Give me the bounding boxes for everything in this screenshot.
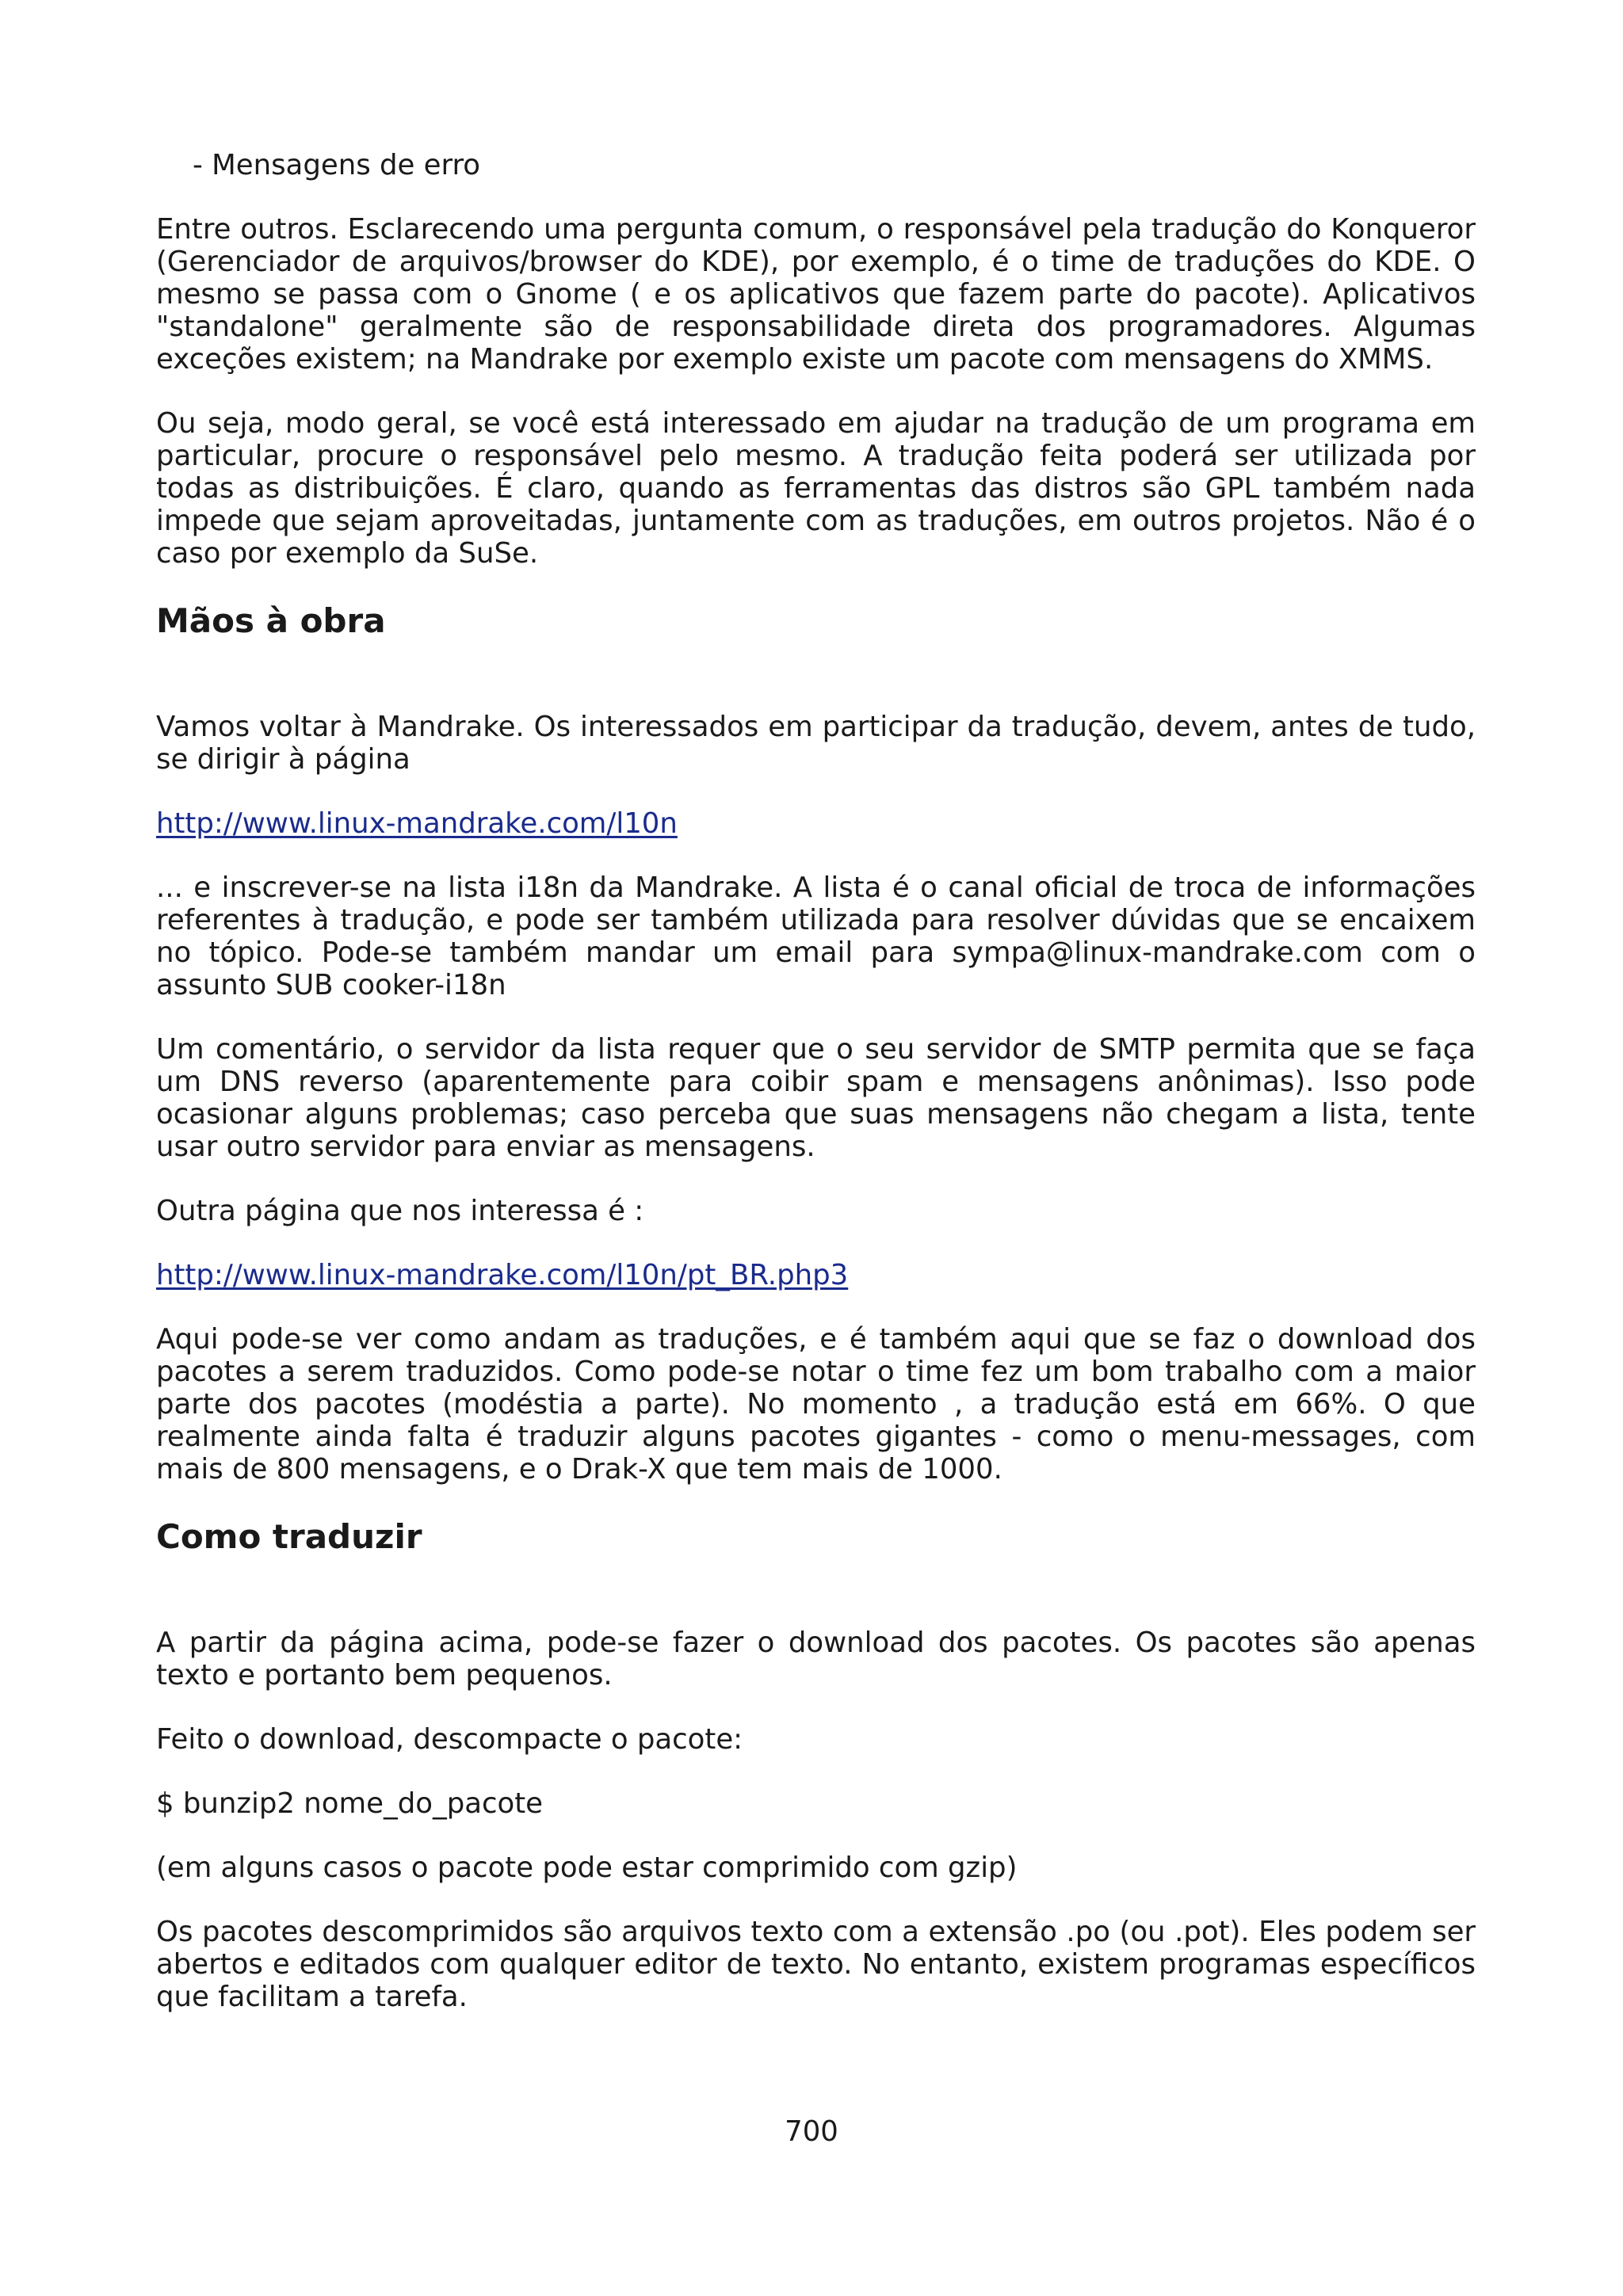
pt-br-link[interactable]: http://www.linux-mandrake.com/l10n/pt_BR.php3 bbox=[156, 1259, 849, 1291]
paragraph-download-packages: A partir da página acima, pode-se fazer o download dos pacotes. Os pacotes são apenas texto e portanto bem pequenos. bbox=[156, 1627, 1476, 1691]
page-content bbox=[156, 149, 1476, 2045]
paragraph-back-to-mandrake: Vamos voltar à Mandrake. Os interessados em participar da tradução, devem, antes de tudo, se dirigir à página bbox=[156, 711, 1476, 776]
section-heading-maos-a-obra: Mãos à obra bbox=[156, 601, 386, 640]
link-paragraph-l10n bbox=[156, 807, 1476, 840]
paragraph-i18n-list: ... e inscrever-se na lista i18n da Mandrake. A lista é o canal oficial de troca de informações referentes à tradução, e pode ser também utilizada para resolver dúvidas que se encaixem no tópico. Pode-se também mandar um email para sympa@linux-mandrake.com com o assunto SUB cooker-i18n bbox=[156, 871, 1476, 1001]
link-paragraph-pt-br bbox=[156, 1259, 1476, 1291]
paragraph-smtp-comment: Um comentário, o servidor da lista requer que o seu servidor de SMTP permita que se faça um DNS reverso (aparentemente para coibir spam e mensagens anônimas). Isso pode ocasionar alguns problemas; caso perceba que suas mensagens não chegam a lista, tente usar outro servidor para enviar as mensagens. bbox=[156, 1033, 1476, 1163]
l10n-link[interactable]: http://www.linux-mandrake.com/l10n bbox=[156, 807, 678, 840]
section-heading-como-traduzir: Como traduzir bbox=[156, 1517, 422, 1556]
command-bunzip2: $ bunzip2 nome_do_pacote bbox=[156, 1787, 543, 1820]
paragraph-po-files: Os pacotes descomprimidos são arquivos texto com a extensão .po (ou .pot). Eles podem ser abertos e editados com qualquer editor de texto. No entanto, existem programas específicos que facilitam a tarefa. bbox=[156, 1916, 1476, 2013]
list-item-error-messages: - Mensagens de erro bbox=[193, 149, 480, 181]
paragraph-decompress: Feito o download, descompacte o pacote: bbox=[156, 1723, 743, 1756]
paragraph-other-page: Outra página que nos interessa é : bbox=[156, 1195, 644, 1227]
paragraph-translation-status: Aqui pode-se ver como andam as traduções, e é também aqui que se faz o download dos pacotes a serem traduzidos. Como pode-se notar o time fez um bom trabalho com a maior parte dos pacotes (modéstia a parte). No momento , a tradução está em 66%. O que realmente ainda falta é traduzir alguns pacotes gigantes - como o menu-messages, com mais de 800 mensagens, e o Drak-X que tem mais de 1000. bbox=[156, 1323, 1476, 1486]
paragraph-general-mode: Ou seja, modo geral, se você está interessado em ajudar na tradução de um programa em particular, procure o responsável pelo mesmo. A tradução feita poderá ser utilizada por todas as distribuições. É claro, quando as ferramentas das distros são GPL também nada impede que sejam aproveitadas, juntamente com as traduções, em outros projetos. Não é o caso por exemplo da SuSe. bbox=[156, 407, 1476, 570]
page-number: 700 bbox=[785, 2115, 838, 2148]
paragraph-translation-responsibility: Entre outros. Esclarecendo uma pergunta comum, o responsável pela tradução do Konqueror (Gerenciador de arquivos/browser do KDE), por exemplo, é o time de traduções do KDE. O mesmo se passa com o Gnome ( e os aplicativos que fazem parte do pacote). Aplicativos "standalone" geralmente são de responsabilidade direta dos programadores. Algumas exceções existem; na Mandrake por exemplo existe um pacote com mensagens do XMMS. bbox=[156, 213, 1476, 376]
paragraph-gzip-note: (em alguns casos o pacote pode estar comprimido com gzip) bbox=[156, 1852, 1018, 1884]
